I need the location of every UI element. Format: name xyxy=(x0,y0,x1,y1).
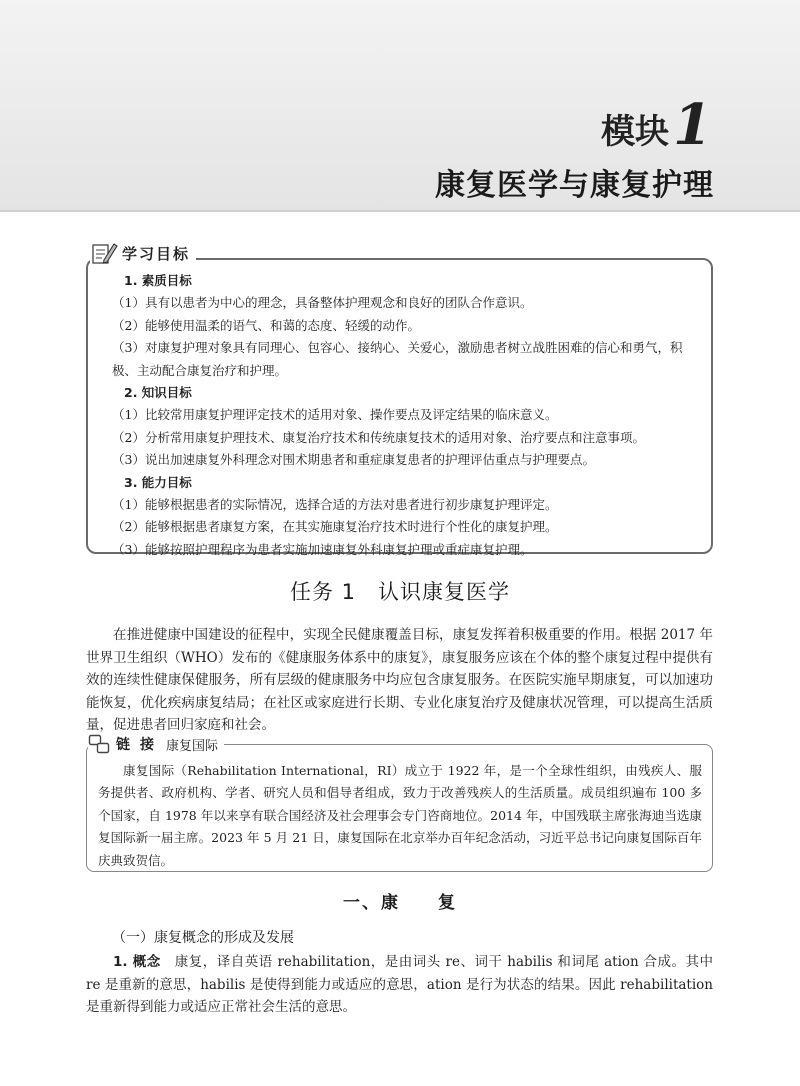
sub-heading: （一）康复概念的形成及发展 xyxy=(112,930,294,946)
section-heading: 一、康 复 xyxy=(343,893,457,913)
module-label: 模块 xyxy=(601,112,670,152)
link-header xyxy=(88,734,224,754)
objective-item: （3）对康复护理对象具有同理心、包容心、接纳心、关爱心，激励患者树立战胜困难的信心和勇气，积极、主动配合康复治疗和护理。 xyxy=(112,340,683,378)
module-title: 康复医学与康复护理 xyxy=(435,168,714,203)
objective-section-heading: 3. 能力目标 xyxy=(124,474,192,490)
objective-section-heading: 1. 素质目标 xyxy=(124,273,192,288)
intro-paragraph: 在推进健康中国建设的征程中，实现全民健康覆盖目标，康复发挥着积极重要的作用。根据 2017 年世界卫生组织（WHO）发布的《健康服务体系中的康复》，康复服务应该在个体的整个康复过程中提供有效的连续性健康保健服务，所有层级的健康服务中均应包含康复服务。在医院实施早期康复，可以加速功能恢复，优化疾病康复结局；在社区或家庭进行长期、专业化康复治疗及健康状况管理，可以提高生活质量，促进患者回归家庭和社会。 xyxy=(86,627,713,734)
learning-objectives-content xyxy=(112,270,702,561)
pencil-notebook-icon xyxy=(90,240,118,266)
objective-section-heading: 2. 知识目标 xyxy=(124,385,192,401)
task-title: 任务 1 认识康复医学 xyxy=(289,580,511,604)
learning-objectives-tag xyxy=(90,240,196,266)
objective-item: （3）能够按照护理程序为患者实施加速康复外科康复护理或重症康复护理。 xyxy=(112,541,533,557)
module-number-line xyxy=(601,92,712,158)
learning-objectives-title: 学习目标 xyxy=(122,244,191,263)
link-icon xyxy=(88,734,110,754)
concept-text: 康复，译自英语 rehabilitation，是由词头 re、词干 habilis 和词尾 ation 合成。其中 re 是重新的意思，habilis 是使得到能力或适应的意思，ation 是行为状态的结果。因此 rehabilitation 是重新得到能力或适应正常社会生活的意思。 xyxy=(86,954,713,1016)
concept-paragraph xyxy=(86,951,713,1019)
objective-item: （2）分析常用康复护理技术、康复治疗技术和传统康复技术的适用对象、治疗要点和注意事项。 xyxy=(112,429,645,445)
link-body: 康复国际（Rehabilitation International，RI）成立于 1922 年，是一个全球性组织，由残疾人、服务提供者、政府机构、学者、研究人员和倡导者组成，致力于改善残疾人的生活质量。成员组织遍布 100 多个国家，自 1978 年以来享有联合国经济及社会理事会专门咨商地位。2014 年，中国残联主席张海迪当选康复国际新一届主席。2023 年 5 月 21 日，康复国际在北京举办百年纪念活动，习近平总书记向康复国际百年庆典致贺信。 xyxy=(98,763,702,868)
module-number: 1 xyxy=(673,92,712,158)
objective-item: （1）能够根据患者的实际情况，选择合适的方法对患者进行初步康复护理评定。 xyxy=(112,497,558,513)
objective-item: （2）能够根据患者康复方案，在其实施康复治疗技术时进行个性化的康复护理。 xyxy=(112,519,558,535)
objective-item: （1）比较常用康复护理评定技术的适用对象、操作要点及评定结果的临床意义。 xyxy=(112,407,558,423)
objective-item: （1）具有以患者为中心的理念，具备整体护理观念和良好的团队合作意识。 xyxy=(112,295,533,311)
link-label: 链接 xyxy=(116,737,164,753)
objective-item: （3）说出加速康复外科理念对围术期患者和重症康复患者的护理评估重点与护理要点。 xyxy=(112,452,595,468)
concept-label: 1. 概念 xyxy=(113,954,161,970)
objective-item: （2）能够使用温柔的语气、和蔼的态度、轻缓的动作。 xyxy=(112,317,420,333)
link-title: 康复国际 xyxy=(166,738,219,754)
